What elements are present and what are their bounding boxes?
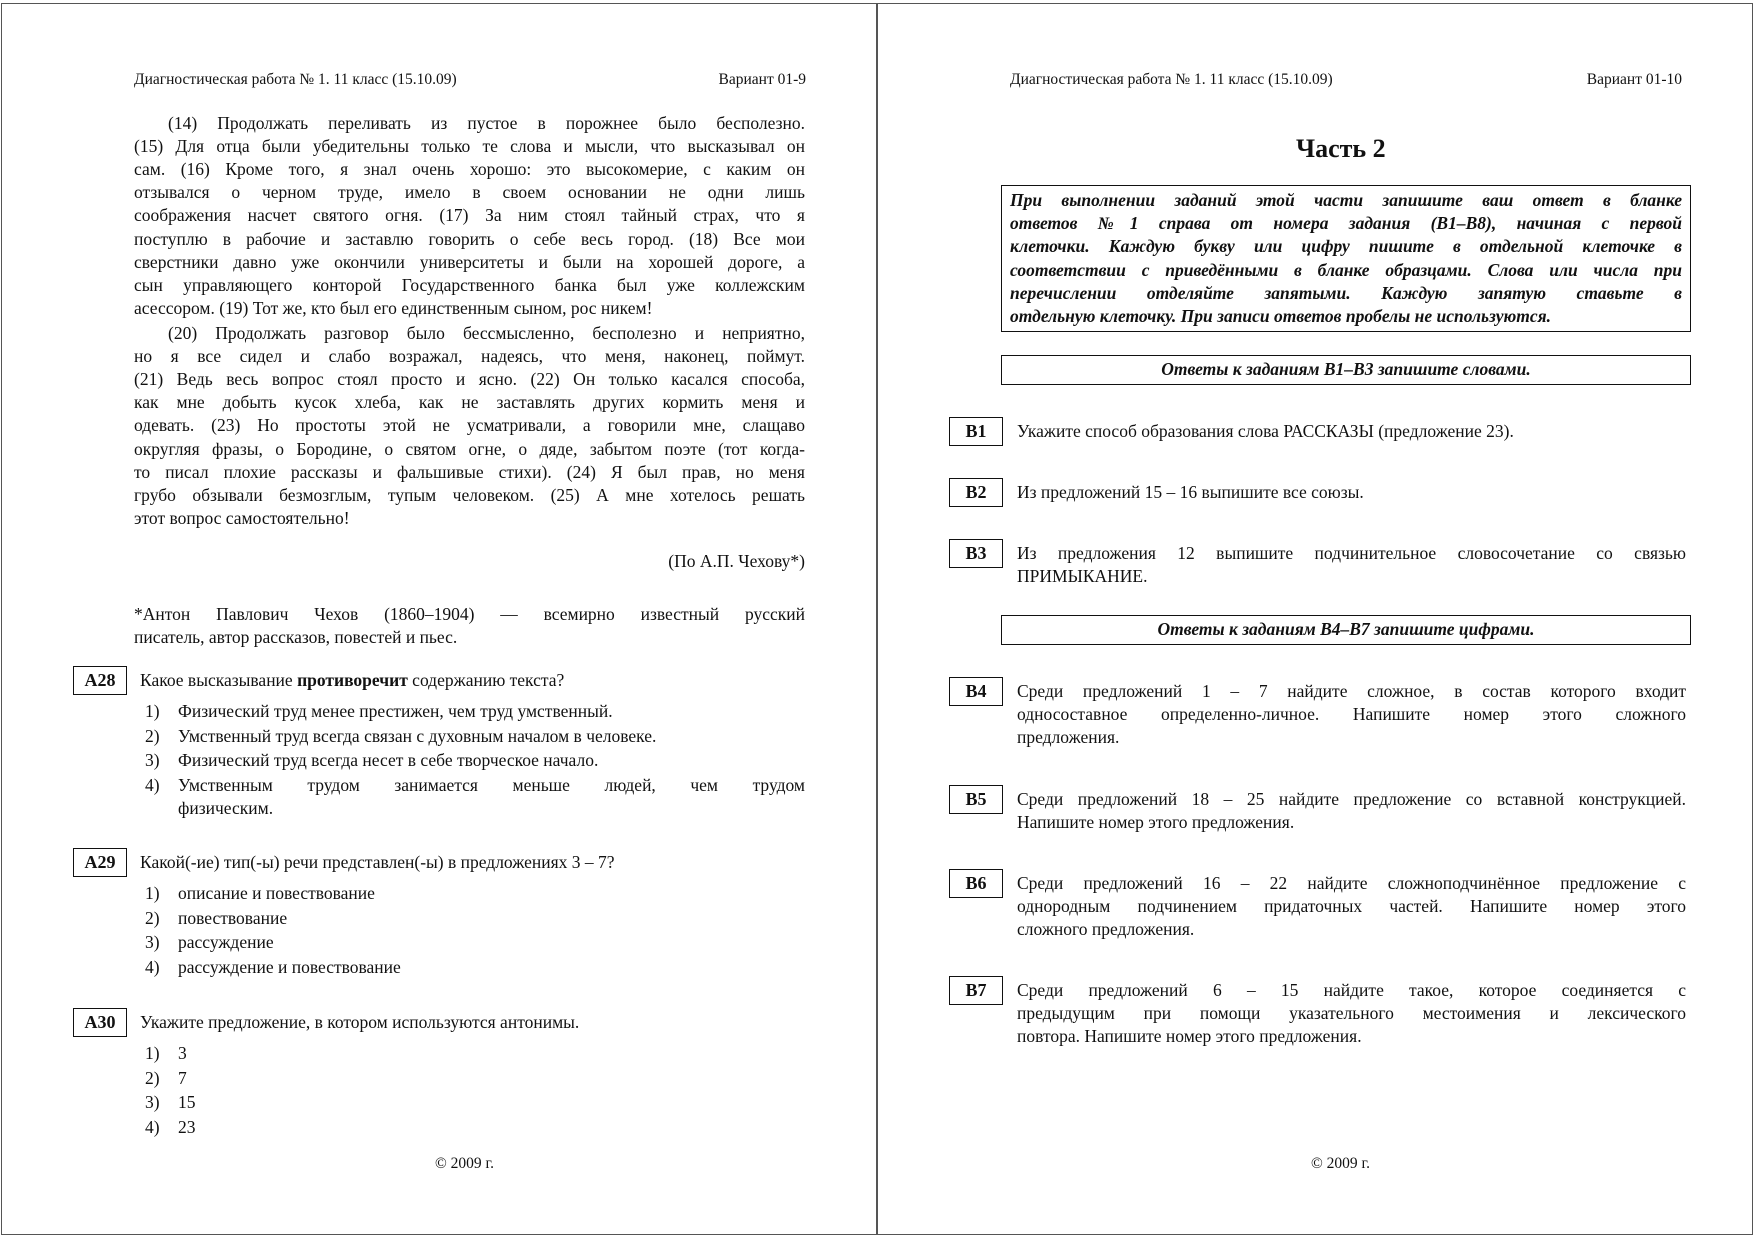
option-text: Физический труд менее престижен, чем труд умственный. <box>178 701 613 721</box>
text-line: поступлю в рабочие и заставлю говорить о себе весь город. (18) Все мои <box>134 228 805 249</box>
option-number: 3) <box>145 750 160 770</box>
task-text: Среди предложений 1 – 7 найдите сложное, в состав которого входит <box>1017 681 1686 701</box>
option-text: Физический труд всегда несет в себе творческое начало. <box>178 750 599 770</box>
question-prompt <box>140 669 564 692</box>
task-text: Из предложений 15 – 16 выпишите все союзы. <box>1017 482 1364 502</box>
option-text: Умственный труд всегда связан с духовным началом в человеке. <box>178 725 657 746</box>
task-text: предыдущим при помощи указательного местоимения и лексического <box>1017 1003 1686 1024</box>
right-header-title: Диагностическая работа № 1. 11 класс (15.10.09) <box>1010 71 1333 88</box>
option-text: 7 <box>178 1067 187 1088</box>
task-text: сложного предложения. <box>1017 919 1195 940</box>
left-header-variant: Вариант 01-9 <box>718 71 806 88</box>
text-line: то писал плохие рассказы и фальшивые стихи). (24) Я был прав, но меня <box>134 461 805 482</box>
instruction-line: отдельную клеточку. При записи ответов пробелы не используются. <box>1010 306 1552 326</box>
right-header-variant: Вариант 01-10 <box>1586 71 1682 88</box>
option-text: 3 <box>178 1043 187 1063</box>
task-number-b5: B5 <box>949 785 1003 814</box>
text-line: (14) Продолжать переливать из пустое в порожнее было бесполезно. <box>168 113 805 133</box>
question-number-a29: A29 <box>73 848 127 877</box>
text-line: *Антон Павлович Чехов (1860–1904) — всемирно известный русский <box>134 604 805 624</box>
text-line: отзывался о черном труде, имело в своем основании не одни лишь <box>134 182 805 203</box>
task-text: Среди предложений 16 – 22 найдите сложноподчинённое предложение с <box>1017 873 1686 893</box>
task-text: Среди предложений 18 – 25 найдите предложение со вставной конструкцией. <box>1017 789 1686 809</box>
task-number-b7: B7 <box>949 976 1003 1005</box>
question-prompt <box>140 1011 579 1034</box>
question-number-a28: A28 <box>73 666 127 695</box>
section-words-box <box>1001 355 1691 385</box>
option-number: 3) <box>145 1092 160 1112</box>
text-line: как мне добыть кусок хлеба, как не заставлять других кормить меня и <box>134 392 805 413</box>
option-number: 2) <box>145 907 160 928</box>
prompt-text: Какой(-ие) тип(-ы) речи представлен(-ы) в предложениях 3 – 7? <box>140 852 615 872</box>
option-number: 3) <box>145 932 160 952</box>
option-text: рассуждение <box>178 932 274 952</box>
left-header-title: Диагностическая работа № 1. 11 класс (15.10.09) <box>134 71 457 88</box>
option-text: 15 <box>178 1092 196 1112</box>
task-number-b4: B4 <box>949 677 1003 706</box>
task-text: Среди предложений 6 – 15 найдите такое, которое соединяется с <box>1017 980 1686 1000</box>
task-number-b1: B1 <box>949 417 1003 446</box>
option-text: повествование <box>178 907 288 928</box>
text-line: (20) Продолжать разговор было бессмысленно, бесполезно и неприятно, <box>168 323 805 343</box>
instruction-line: соответствии с приведёнными в бланке образцами. Слова или числа при <box>1010 259 1682 280</box>
option-number: 2) <box>145 725 160 746</box>
task-number-b2: B2 <box>949 478 1003 507</box>
task-text: предложения. <box>1017 727 1120 748</box>
option-number: 4) <box>145 774 160 795</box>
text-line: сам. (16) Кроме того, я знал очень хорошо: это высокомерие, с каким он <box>134 159 805 180</box>
text-line: но я все сидел и слабо возражал, надеясь, что меня, наконец, поймут. <box>134 346 805 367</box>
option-text: 23 <box>178 1116 196 1137</box>
instruction-line: перечислении отделяйте запятыми. Каждую запятую ставьте в <box>1010 282 1682 303</box>
option-number: 4) <box>145 956 160 977</box>
task-text: ПРИМЫКАНИЕ. <box>1017 566 1148 587</box>
part-title: Часть 2 <box>1296 134 1386 163</box>
option-number: 4) <box>145 1116 160 1137</box>
prompt-text: содержанию текста? <box>407 670 565 690</box>
option-number: 1) <box>145 1043 160 1063</box>
section-digits-label: Ответы к заданиям В4–В7 запишите цифрами. <box>1157 619 1535 639</box>
option-text: рассуждение и повествование <box>178 956 401 977</box>
text-line: сверстники давно уже окончили университеты и были на хорошей дороге, а <box>134 251 805 272</box>
question-number-a30: A30 <box>73 1008 127 1037</box>
question-prompt <box>140 851 615 874</box>
prompt-text: Какое высказывание <box>140 670 298 690</box>
task-text: повтора. Напишите номер этого предложения. <box>1017 1026 1362 1047</box>
text-line: округляя фразы, о Бородине, о святом огне, о дяде, забытом поэте (тот когда- <box>134 438 805 459</box>
task-text: односоставное определенно-личное. Напишите номер этого сложного <box>1017 704 1686 725</box>
text-line: сын управляющего конторой Государственного банка был уже коллежским <box>134 274 805 295</box>
text-line: этот вопрос самостоятельно! <box>134 507 350 528</box>
task-text: Из предложения 12 выпишите подчинительное словосочетание со связью <box>1017 543 1686 563</box>
text-line: (15) Для отца были убедительны только те слова и мысли, что высказывал он <box>134 136 805 157</box>
option-number: 2) <box>145 1067 160 1088</box>
option-text: физическим. <box>178 798 274 818</box>
prompt-emphasis: противоречит <box>297 670 408 690</box>
text-line: грубо обзывали безмозглым, тупым человеком. (25) А мне хотелось решать <box>134 484 805 505</box>
instruction-line: ответов №1 справа от номера задания (В1–В8), начиная с первой <box>1010 213 1682 234</box>
text-line: асессором. (19) Тот же, кто был его единственным сыном, рос никем! <box>134 297 653 318</box>
text-line: писатель, автор рассказов, повестей и пьес. <box>134 627 458 648</box>
instruction-line: При выполнении заданий этой части запишите ваш ответ в бланке <box>1010 190 1682 210</box>
task-text: Укажите способ образования слова РАССКАЗЫ (предложение 23). <box>1017 421 1514 441</box>
task-text: однородным подчинением придаточных частей. Напишите номер этого <box>1017 896 1686 917</box>
task-text: Напишите номер этого предложения. <box>1017 812 1295 833</box>
section-words-label: Ответы к заданиям В1–В3 запишите словами. <box>1161 359 1531 379</box>
left-footer: © 2009 г. <box>435 1155 495 1172</box>
task-number-b3: B3 <box>949 539 1003 568</box>
option-text: Умственным трудом занимается меньше людей, чем трудом <box>178 774 805 795</box>
text-line: (21) Ведь весь вопрос стоял просто и ясно. (22) Он только касался способа, <box>134 369 805 390</box>
prompt-text: Укажите предложение, в котором используются антонимы. <box>140 1012 580 1032</box>
right-footer: © 2009 г. <box>1311 1155 1371 1172</box>
source-attribution: (По А.П. Чехову*) <box>668 551 805 571</box>
option-text: описание и повествование <box>178 883 375 903</box>
instruction-line: клеточки. Каждую букву или цифру пишите в отдельной клеточке в <box>1010 236 1682 257</box>
task-number-b6: B6 <box>949 869 1003 898</box>
option-number: 1) <box>145 883 160 903</box>
text-line: одевать. (23) Но простоты этой не усматривали, а говорили мне, слащаво <box>134 415 805 436</box>
option-number: 1) <box>145 701 160 721</box>
text-line: соображения насчет святого огня. (17) За ним стоял тайный страх, что я <box>134 205 805 226</box>
section-digits-box <box>1001 615 1691 645</box>
